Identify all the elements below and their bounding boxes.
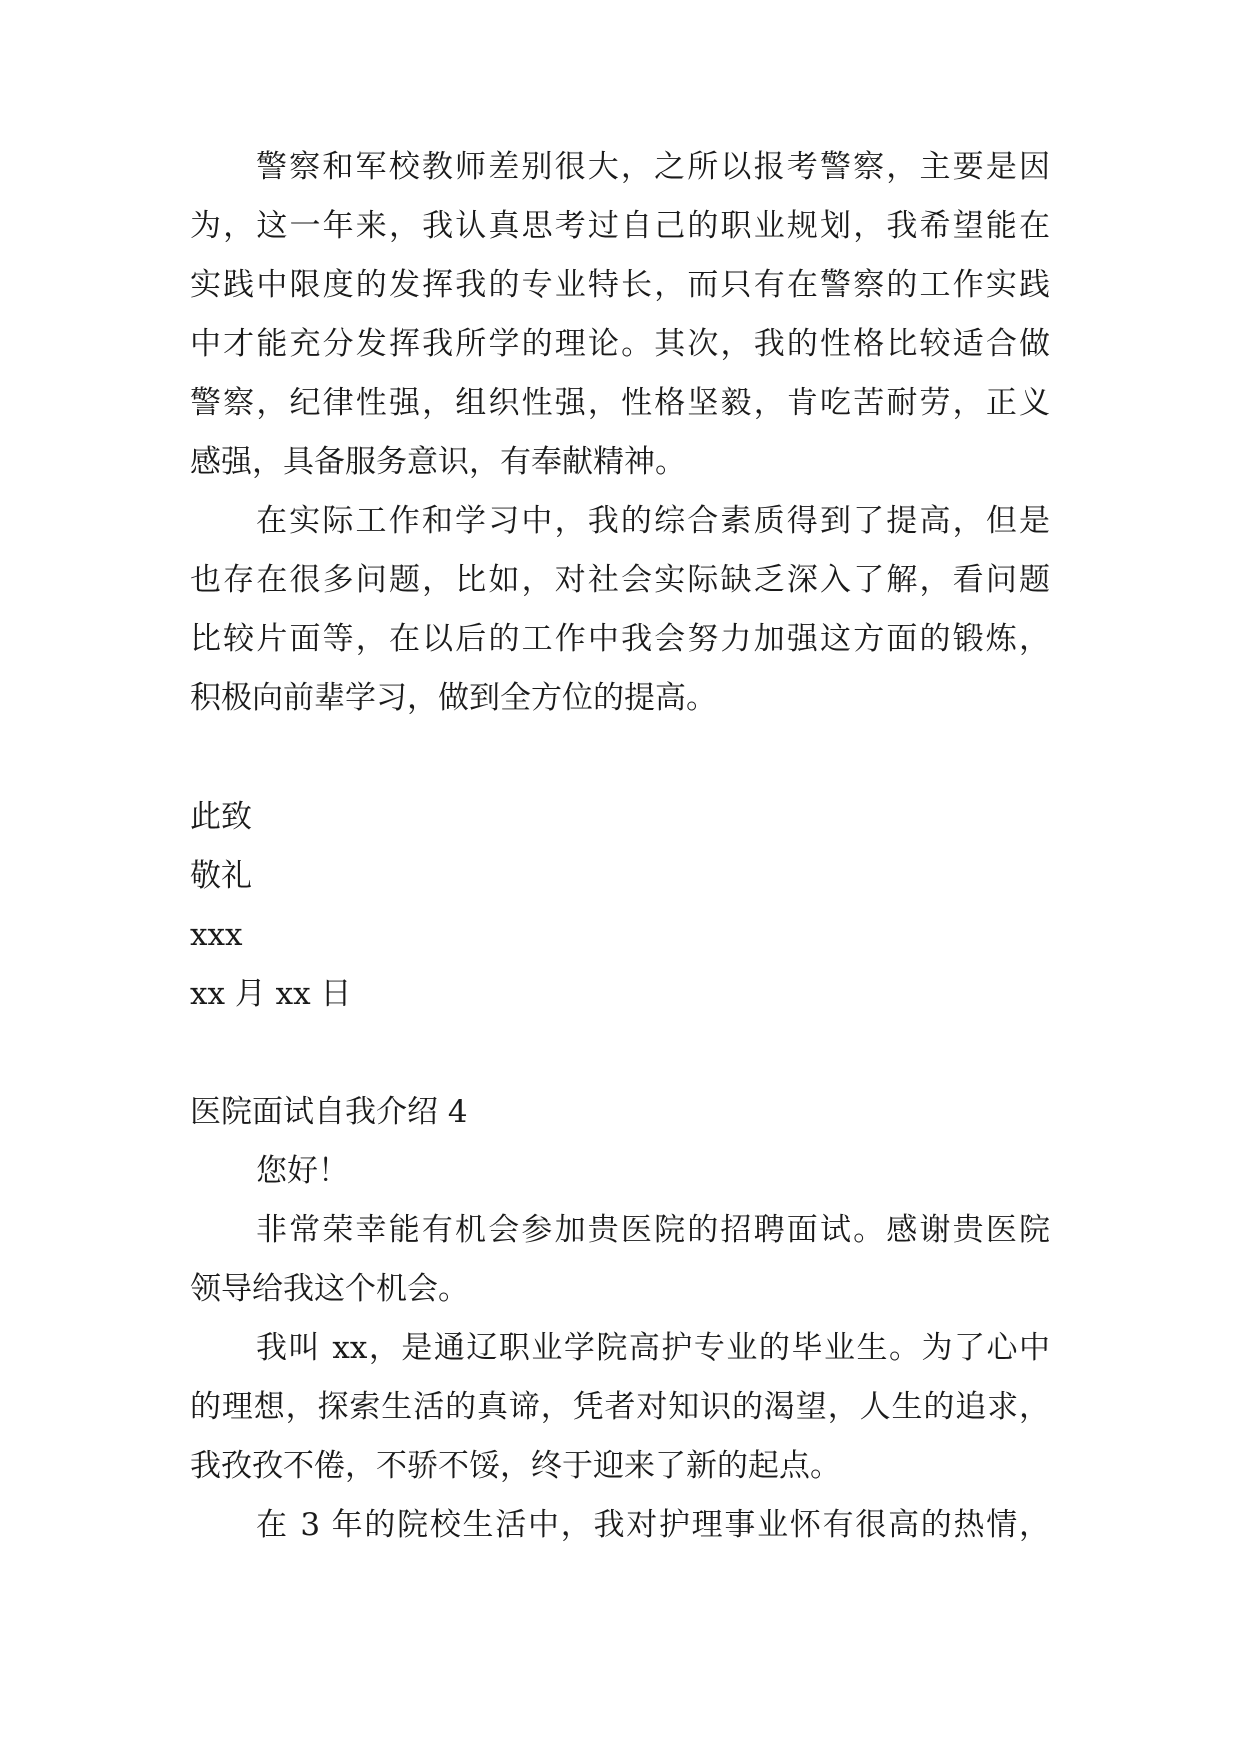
text-line: 也存在很多问题，比如，对社会实际缺乏深入了解，看问题 [190, 562, 1050, 598]
paragraph-college-life [190, 1496, 1050, 1555]
text-line: 感强，具备服务意识，有奉献精神。 [190, 444, 686, 480]
paragraph-thanks [190, 1201, 1050, 1319]
text-line: 积极向前辈学习，做到全方位的提高。 [190, 680, 717, 716]
paragraph-introduction [190, 1319, 1050, 1496]
text-line: 我叫 xx，是通辽职业学院高护专业的毕业生。为了心中 [256, 1330, 1050, 1366]
text-line: 比较片面等，在以后的工作中我会努力加强这方面的锻炼， [190, 621, 1050, 657]
text-line: 在 3 年的院校生活中，我对护理事业怀有很高的热情， [256, 1507, 1050, 1543]
text-line: 警察，纪律性强，组织性强，性格坚毅，肯吃苦耐劳，正义 [190, 385, 1050, 421]
text-line: 警察和军校教师差别很大，之所以报考警察，主要是因 [256, 149, 1050, 185]
letter-date: xx 月 xx 日 [190, 976, 352, 1012]
text-line: 实践中限度的发挥我的专业特长，而只有在警察的工作实践 [190, 267, 1050, 303]
section-title [190, 1083, 1050, 1201]
closing-regards: 敬礼 [190, 858, 252, 894]
text-line: 在实际工作和学习中，我的综合素质得到了提高，但是 [256, 503, 1050, 539]
text-line: 非常荣幸能有机会参加贵医院的招聘面试。感谢贵医院 [256, 1212, 1050, 1248]
text-line: 中才能充分发挥我所学的理论。其次，我的性格比较适合做 [190, 326, 1050, 362]
paragraph-self-assessment [190, 492, 1050, 728]
letter-closing [190, 788, 1050, 1024]
section-heading: 医院面试自我介绍 4 [190, 1094, 468, 1130]
closing-salutation: 此致 [190, 799, 252, 835]
text-line: 为，这一年来，我认真思考过自己的职业规划，我希望能在 [190, 208, 1050, 244]
greeting: 您好！ [256, 1153, 349, 1189]
text-line: 领导给我这个机会。 [190, 1271, 469, 1307]
paragraph-career-reason [190, 138, 1050, 492]
signature: xxx [190, 917, 243, 953]
text-line: 的理想，探索生活的真谛，凭者对知识的渴望，人生的追求， [190, 1389, 1050, 1425]
text-line: 我孜孜不倦，不骄不馁，终于迎来了新的起点。 [190, 1448, 841, 1484]
